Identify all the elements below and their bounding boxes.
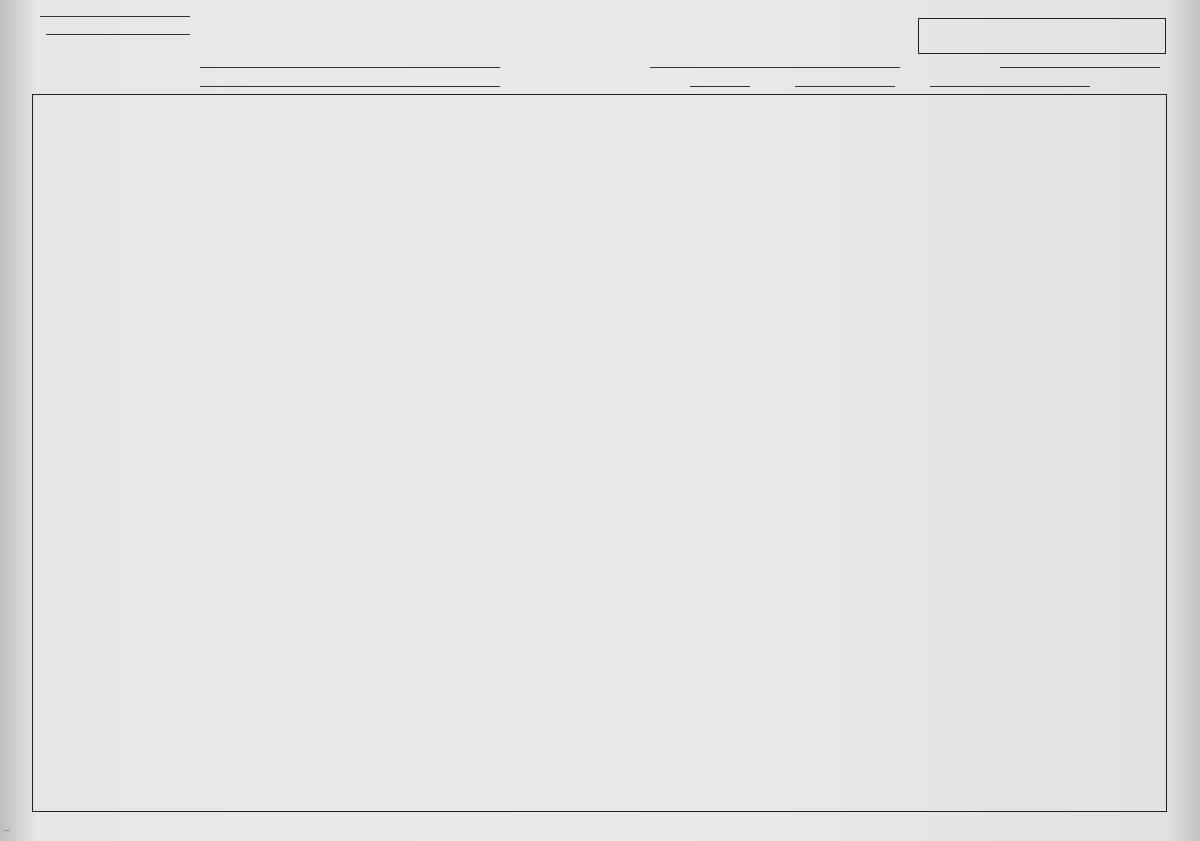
- census-table: [32, 94, 1167, 812]
- district-box: [918, 18, 1166, 54]
- footer-mark: —: [4, 828, 10, 834]
